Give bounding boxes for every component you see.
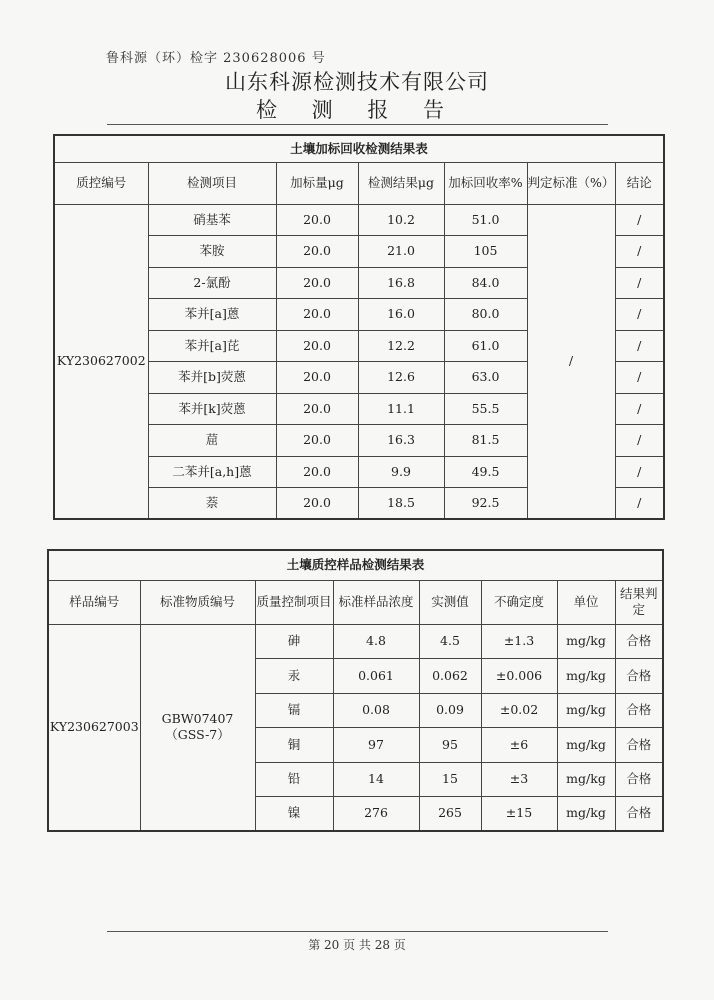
sample-id: KY230627002 [54,204,148,519]
column-header: 结果判定 [615,580,663,624]
qc-item: 镉 [255,693,333,728]
conclusion: / [615,299,664,331]
conclusion: / [615,456,664,488]
unit: mg/kg [557,797,615,832]
conclusion: / [615,204,664,236]
unit: mg/kg [557,693,615,728]
column-header: 样品编号 [48,580,140,624]
uncertainty: ±6 [481,728,557,763]
quality-control-table [47,549,664,832]
recovery-rate: 55.5 [444,393,527,425]
standard-concentration: 276 [333,797,419,832]
report-title: 检 测 报 告 [255,98,459,122]
column-header: 实测值 [419,580,481,624]
table-caption: 土壤质控样品检测结果表 [48,550,663,580]
header-divider [107,124,608,125]
table-row [48,624,663,659]
conclusion: / [615,393,664,425]
test-item: 萘 [148,488,276,520]
unit: mg/kg [557,728,615,763]
spike-amount: 20.0 [276,330,358,362]
qc-item: 砷 [255,624,333,659]
standard-concentration: 97 [333,728,419,763]
spike-amount: 20.0 [276,299,358,331]
result-judgement: 合格 [615,693,663,728]
qc-item: 铅 [255,762,333,797]
conclusion: / [615,267,664,299]
test-item: 䓛 [148,425,276,457]
recovery-rate: 105 [444,236,527,268]
recovery-rate: 49.5 [444,456,527,488]
measured-value: 4.5 [419,624,481,659]
column-header: 标准物质编号 [140,580,255,624]
uncertainty: ±0.006 [481,659,557,694]
result-judgement: 合格 [615,762,663,797]
recovery-rate: 61.0 [444,330,527,362]
column-header: 单位 [557,580,615,624]
measured-value: 95 [419,728,481,763]
test-item: 苯胺 [148,236,276,268]
test-result: 18.5 [358,488,444,520]
conclusion: / [615,362,664,394]
sample-id: KY230627003 [48,624,140,831]
column-header: 不确定度 [481,580,557,624]
recovery-rate: 63.0 [444,362,527,394]
criteria: / [527,204,615,519]
recovery-rate: 84.0 [444,267,527,299]
unit: mg/kg [557,659,615,694]
recovery-rate: 81.5 [444,425,527,457]
qc-item: 镍 [255,797,333,832]
spike-amount: 20.0 [276,393,358,425]
result-judgement: 合格 [615,728,663,763]
table-row [54,204,664,236]
report-number: 鲁科源（环）检字 230628006 号 [106,51,326,66]
standard-concentration: 0.061 [333,659,419,694]
qc-item: 汞 [255,659,333,694]
test-item: 二苯并[a,h]蒽 [148,456,276,488]
column-header: 标准样品浓度 [333,580,419,624]
spike-amount: 20.0 [276,204,358,236]
test-result: 21.0 [358,236,444,268]
spike-amount: 20.0 [276,488,358,520]
test-item: 苯并[a]芘 [148,330,276,362]
result-judgement: 合格 [615,624,663,659]
test-result: 9.9 [358,456,444,488]
uncertainty: ±15 [481,797,557,832]
company-name: 山东科源检测技术有限公司 [225,70,489,94]
test-item: 苯并[k]荧蒽 [148,393,276,425]
column-header: 质控编号 [54,162,148,204]
uncertainty: ±0.02 [481,693,557,728]
unit: mg/kg [557,624,615,659]
unit: mg/kg [557,762,615,797]
standard-concentration: 0.08 [333,693,419,728]
recovery-rate: 80.0 [444,299,527,331]
standard-concentration: 14 [333,762,419,797]
page-number: 第 20 页 共 28 页 [308,938,406,952]
measured-value: 15 [419,762,481,797]
column-header: 加标回收率% [444,162,527,204]
column-header: 检测项目 [148,162,276,204]
conclusion: / [615,330,664,362]
standard-concentration: 4.8 [333,624,419,659]
test-result: 16.3 [358,425,444,457]
test-item: 苯并[b]荧蒽 [148,362,276,394]
measured-value: 265 [419,797,481,832]
conclusion: / [615,425,664,457]
measured-value: 0.062 [419,659,481,694]
test-item: 硝基苯 [148,204,276,236]
measured-value: 0.09 [419,693,481,728]
spike-amount: 20.0 [276,267,358,299]
recovery-rate: 92.5 [444,488,527,520]
spike-recovery-table [53,134,665,520]
test-result: 11.1 [358,393,444,425]
column-header: 判定标准（%） [527,162,615,204]
column-header: 质量控制项目 [255,580,333,624]
uncertainty: ±3 [481,762,557,797]
test-result: 10.2 [358,204,444,236]
spike-amount: 20.0 [276,425,358,457]
reference-material-id: GBW07407（GSS-7） [140,624,255,831]
test-item: 苯并[a]蒽 [148,299,276,331]
result-judgement: 合格 [615,659,663,694]
footer-divider [107,931,608,932]
spike-amount: 20.0 [276,236,358,268]
column-header: 结论 [615,162,664,204]
uncertainty: ±1.3 [481,624,557,659]
conclusion: / [615,488,664,520]
test-result: 16.8 [358,267,444,299]
spike-amount: 20.0 [276,456,358,488]
conclusion: / [615,236,664,268]
spike-amount: 20.0 [276,362,358,394]
column-header: 加标量μg [276,162,358,204]
qc-item: 铜 [255,728,333,763]
test-result: 12.2 [358,330,444,362]
recovery-rate: 51.0 [444,204,527,236]
test-result: 12.6 [358,362,444,394]
test-item: 2-氯酚 [148,267,276,299]
column-header: 检测结果μg [358,162,444,204]
test-result: 16.0 [358,299,444,331]
result-judgement: 合格 [615,797,663,832]
table-caption: 土壤加标回收检测结果表 [54,135,664,162]
